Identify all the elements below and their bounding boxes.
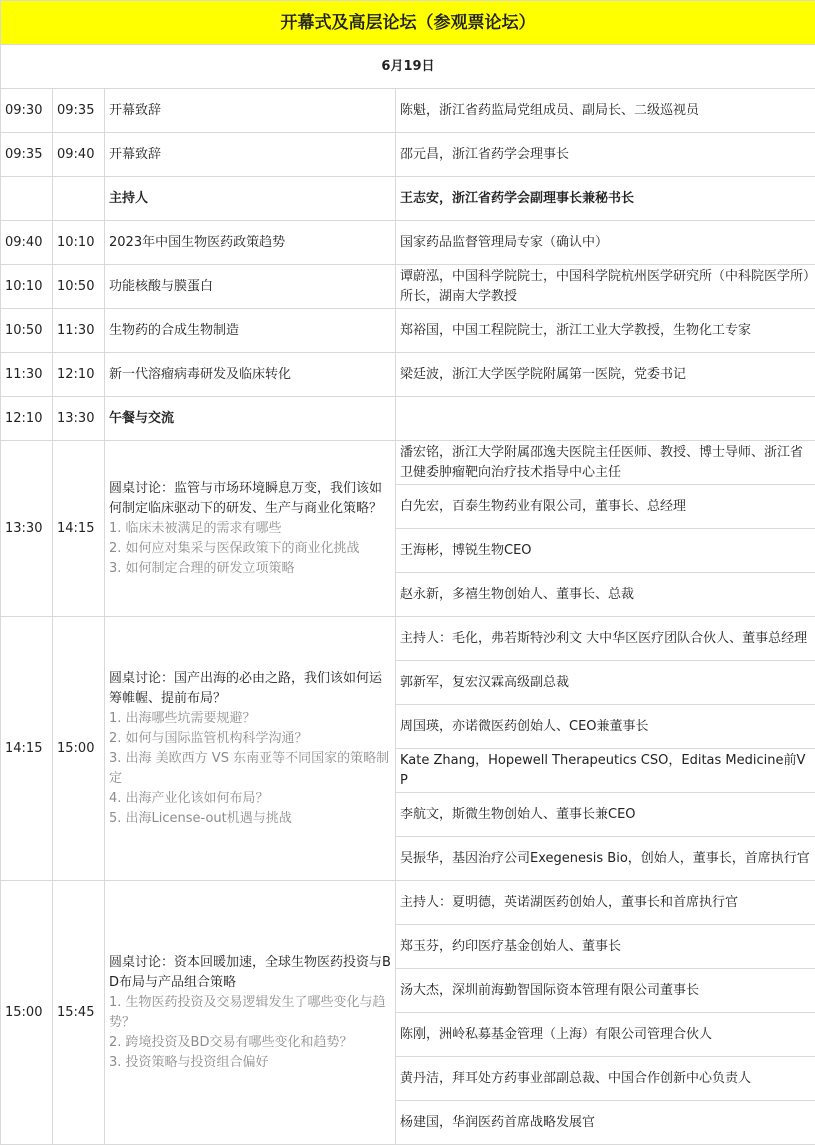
panel-topic — [105, 881, 396, 1145]
start-time: 12:10 — [1, 397, 53, 441]
start-time: 09:30 — [1, 89, 53, 133]
panel-discussion-point: 1. 生物医药投资及交易逻辑发生了哪些变化与趋势？ — [109, 993, 391, 1033]
panel-speaker: 白先宏，百泰生物药业有限公司，董事长、总经理 — [396, 485, 815, 529]
speaker: 国家药品监督管理局专家（确认中） — [396, 221, 815, 265]
schedule-row — [1, 353, 815, 397]
panel-discussion-point: 2. 跨境投资及BD交易有哪些变化和趋势？ — [109, 1033, 391, 1053]
page-title: 开幕式及高层论坛（参观票论坛） — [1, 1, 815, 45]
speaker: 邵元昌，浙江省药学会理事长 — [396, 133, 815, 177]
panel-speaker: 主持人：夏明德，英诺湖医药创始人，董事长和首席执行官 — [396, 881, 815, 925]
end-time: 13:30 — [53, 397, 105, 441]
start-time: 11:30 — [1, 353, 53, 397]
panel-discussion-point: 3. 如何制定合理的研发立项策略 — [109, 559, 391, 579]
topic: 主持人 — [105, 177, 396, 221]
panel-discussion-point: 3. 出海 美欧西方 VS 东南亚等不同国家的策略制定 — [109, 749, 391, 789]
topic: 生物药的合成生物制造 — [105, 309, 396, 353]
speaker: 梁廷波，浙江大学医学院附属第一医院，党委书记 — [396, 353, 815, 397]
end-time: 11:30 — [53, 309, 105, 353]
date-row — [1, 45, 815, 89]
panel-title: 圆桌讨论：监管与市场环境瞬息万变，我们该如何制定临床驱动下的研发、生产与商业化策略？ — [109, 479, 391, 519]
schedule-row — [1, 265, 815, 309]
panel-title: 圆桌讨论：资本回暖加速，全球生物医药投资与BD布局与产品组合策略 — [109, 953, 391, 993]
panel-start-time: 14:15 — [1, 617, 53, 881]
panel-end-time: 15:45 — [53, 881, 105, 1145]
start-time: 10:10 — [1, 265, 53, 309]
end-time: 09:35 — [53, 89, 105, 133]
panel-speaker: 郭新军，复宏汉霖高级副总裁 — [396, 661, 815, 705]
title-row — [1, 1, 815, 45]
date-header: 6月19日 — [1, 45, 815, 89]
schedule-row — [1, 89, 815, 133]
end-time: 12:10 — [53, 353, 105, 397]
panel-row — [1, 617, 815, 661]
topic: 开幕致辞 — [105, 133, 396, 177]
speaker — [396, 397, 815, 441]
panel-speaker: 赵永新，多禧生物创始人、董事长、总裁 — [396, 573, 815, 617]
panel-row — [1, 881, 815, 925]
start-time — [1, 177, 53, 221]
start-time: 09:40 — [1, 221, 53, 265]
schedule-row — [1, 397, 815, 441]
panel-speaker: 杨建国，华润医药首席战略发展官 — [396, 1101, 815, 1145]
topic: 午餐与交流 — [105, 397, 396, 441]
panel-speaker: 周国瑛，亦诺微医药创始人、CEO兼董事长 — [396, 705, 815, 749]
speaker: 郑裕国，中国工程院院士，浙江工业大学教授，生物化工专家 — [396, 309, 815, 353]
end-time: 10:10 — [53, 221, 105, 265]
schedule-row — [1, 221, 815, 265]
panel-speaker: 王海彬，博锐生物CEO — [396, 529, 815, 573]
panel-discussion-point: 5. 出海License-out机遇与挑战 — [109, 809, 391, 829]
schedule-row — [1, 177, 815, 221]
start-time: 10:50 — [1, 309, 53, 353]
panel-speaker: 汤大杰，深圳前海勤智国际资本管理有限公司董事长 — [396, 969, 815, 1013]
panel-speaker: 主持人：毛化，弗若斯特沙利文 大中华区医疗团队合伙人、董事总经理 — [396, 617, 815, 661]
schedule-row — [1, 309, 815, 353]
panel-speaker: 李航文，斯微生物创始人、董事长兼CEO — [396, 793, 815, 837]
speaker: 王志安，浙江省药学会副理事长兼秘书长 — [396, 177, 815, 221]
panel-start-time: 15:00 — [1, 881, 53, 1145]
panel-title: 圆桌讨论：国产出海的必由之路，我们该如何运筹帷幄、提前布局？ — [109, 669, 391, 709]
panel-topic — [105, 441, 396, 617]
end-time — [53, 177, 105, 221]
panel-speaker: 郑玉芬，约印医疗基金创始人、董事长 — [396, 925, 815, 969]
panel-discussion-point: 3. 投资策略与投资组合偏好 — [109, 1053, 391, 1073]
end-time: 09:40 — [53, 133, 105, 177]
speaker: 谭蔚泓，中国科学院院士，中国科学院杭州医学研究所（中科院医学所）所长，湖南大学教授 — [396, 265, 815, 309]
panel-discussion-point: 2. 如何与国际监管机构科学沟通？ — [109, 729, 391, 749]
topic: 开幕致辞 — [105, 89, 396, 133]
speaker: 陈魁，浙江省药监局党组成员、副局长、二级巡视员 — [396, 89, 815, 133]
topic: 新一代溶瘤病毒研发及临床转化 — [105, 353, 396, 397]
panel-end-time: 15:00 — [53, 617, 105, 881]
panel-row — [1, 441, 815, 485]
panel-start-time: 13:30 — [1, 441, 53, 617]
topic: 2023年中国生物医药政策趋势 — [105, 221, 396, 265]
panel-discussion-point: 1. 临床未被满足的需求有哪些 — [109, 519, 391, 539]
panel-speaker: 吴振华，基因治疗公司Exegenesis Bio，创始人，董事长，首席执行官 — [396, 837, 815, 881]
panel-speaker: Kate Zhang，Hopewell Therapeutics CSO，Editas Medicine前VP — [396, 749, 815, 793]
schedule-row — [1, 133, 815, 177]
panel-discussion-point: 1. 出海哪些坑需要规避？ — [109, 709, 391, 729]
panel-speaker: 潘宏铭，浙江大学附属邵逸夫医院主任医师、教授、博士导师、浙江省卫健委肿瘤靶向治疗技术指导中心主任 — [396, 441, 815, 485]
start-time: 09:35 — [1, 133, 53, 177]
topic: 功能核酸与膜蛋白 — [105, 265, 396, 309]
panel-speaker: 黄丹洁，拜耳处方药事业部副总裁、中国合作创新中心负责人 — [396, 1057, 815, 1101]
panel-topic — [105, 617, 396, 881]
panel-discussion-point: 4. 出海产业化该如何布局？ — [109, 789, 391, 809]
panel-discussion-point: 2. 如何应对集采与医保政策下的商业化挑战 — [109, 539, 391, 559]
panel-end-time: 14:15 — [53, 441, 105, 617]
end-time: 10:50 — [53, 265, 105, 309]
panel-speaker: 陈刚，洲岭私募基金管理（上海）有限公司管理合伙人 — [396, 1013, 815, 1057]
